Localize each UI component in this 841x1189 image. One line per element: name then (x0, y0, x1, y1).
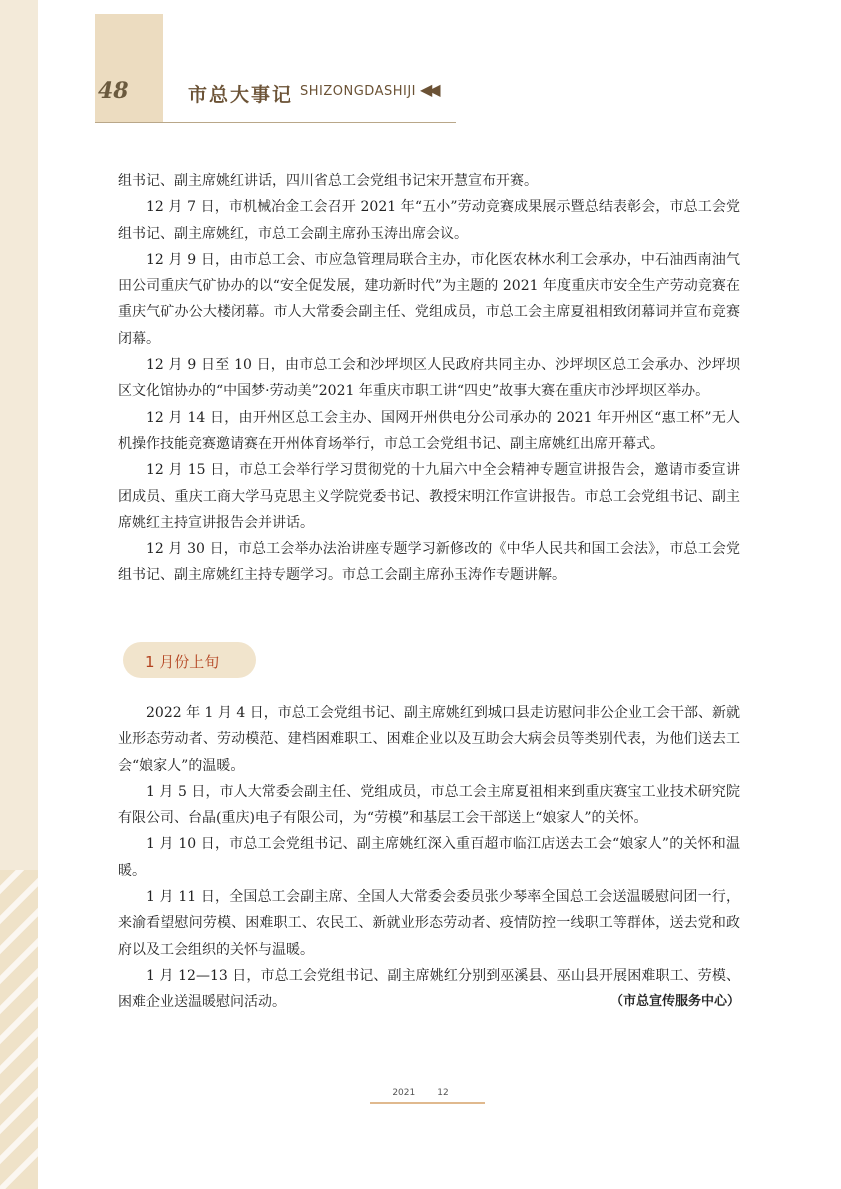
page-number: 48 (98, 78, 129, 104)
paragraph: 1 月 11 日，全国总工会副主席、全国人大常委会委员张少琴率全国总工会送温暖慰问团一行，来渝看望慰问劳模、困难职工、农民工、新就业形态劳动者、疫情防控一线职工等群体，送去党和政府以及工会组织的关怀与温暖。 (118, 889, 740, 958)
double-arrow-left-icon: ◀◀ (420, 80, 437, 99)
source-credit: （市总宣传服务中心） (609, 994, 740, 1010)
paragraph (118, 963, 740, 1016)
article-body-top (118, 168, 740, 589)
footer-year: 2021 (392, 1088, 416, 1098)
footer-month: 12 (437, 1088, 449, 1098)
running-header-title: 市总大事记 (188, 84, 294, 106)
paragraph: 1 月 10 日，市总工会党组书记、副主席姚红深入重百超市临江店送去工会“娘家人”的关怀和温暖。 (118, 836, 740, 879)
running-header-subtitle: SHIZONGDASHIJI (300, 84, 417, 99)
paragraph: 12 月 15 日，市总工会举行学习贯彻党的十九届六中全会精神专题宣讲报告会，邀请市委宣讲团成员、重庆工商大学马克思主义学院党委书记、教授宋明江作宣讲报告。市总工会党组书记、副主席姚红主持宣讲报告会并讲话。 (118, 462, 740, 531)
header-divider (95, 122, 456, 123)
page-footer (0, 1088, 841, 1098)
article-body-bottom (118, 700, 740, 1016)
footer-divider (370, 1102, 485, 1104)
paragraph: 12 月 9 日至 10 日，由市总工会和沙坪坝区人民政府共同主办、沙坪坝区总工会承办、沙坪坝区文化馆协办的“中国梦·劳动美”2021 年重庆市职工讲“四史”故事大赛在重庆市沙坪坝区举办。 (118, 357, 740, 400)
diagonal-stripes-decoration (0, 870, 38, 1189)
section-heading: 1 月份上旬 (145, 653, 220, 671)
paragraph: 2022 年 1 月 4 日，市总工会党组书记、副主席姚红到城口县走访慰问非公企业工会干部、新就业形态劳动者、劳动模范、建档困难职工、困难企业以及互助会大病会员等类别代表，为他们送去工会“娘家人”的温暖。 (118, 705, 740, 774)
paragraph: 12 月 9 日，由市总工会、市应急管理局联合主办，市化医农林水利工会承办，中石油西南油气田公司重庆气矿协办的以“安全促发展，建功新时代”为主题的 2021 年度重庆市安全生产劳动竞赛在重庆气矿办公大楼闭幕。市人大常委会副主任、党组成员，市总工会主席夏祖相致闭幕词并宣布竞赛闭幕。 (118, 251, 740, 347)
paragraph: 1 月 5 日，市人大常委会副主任、党组成员，市总工会主席夏祖相来到重庆赛宝工业技术研究院有限公司、台晶(重庆)电子有限公司，为“劳模”和基层工会干部送上“娘家人”的关怀。 (118, 783, 740, 827)
paragraph: 12 月 7 日，市机械冶金工会召开 2021 年“五小”劳动竞赛成果展示暨总结表彰会，市总工会党组书记、副主席姚红，市总工会副主席孙玉涛出席会议。 (118, 199, 740, 242)
paragraph: 12 月 30 日，市总工会举办法治讲座专题学习新修改的《中华人民共和国工会法》，市总工会党组书记、副主席姚红主持专题学习。市总工会副主席孙玉涛作专题讲解。 (118, 541, 740, 584)
header-accent-block (95, 14, 163, 122)
paragraph-text: 1 月 12—13 日，市总工会党组书记、副主席姚红分别到巫溪县、巫山县开展困难职工、劳模、困难企业送温暖慰问活动。 (118, 967, 740, 1011)
paragraph: 12 月 14 日，由开州区总工会主办、国网开州供电分公司承办的 2021 年开州区“惠工杯”无人机操作技能竞赛邀请赛在开州体育场举行，市总工会党组书记、副主席姚红出席开幕式。 (118, 409, 740, 452)
paragraph: 组书记、副主席姚红讲话，四川省总工会党组书记宋开慧宣布开赛。 (118, 173, 538, 189)
section-heading-pill (123, 642, 256, 678)
